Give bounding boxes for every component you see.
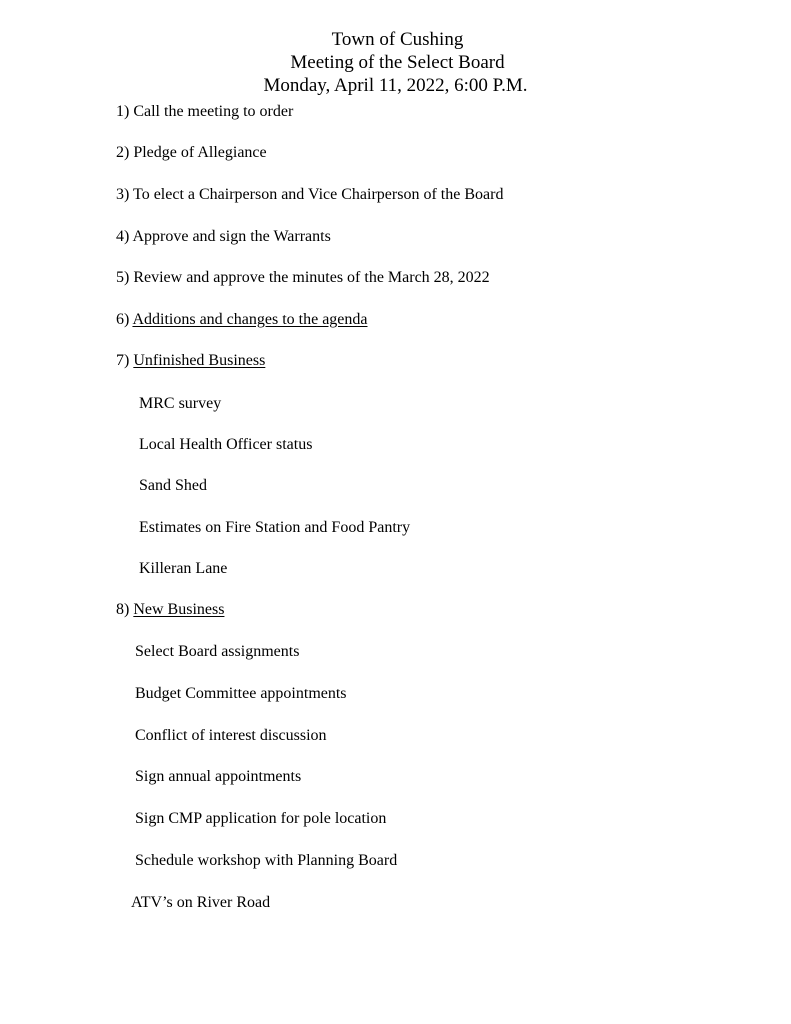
agenda-item-number: 4) <box>116 228 130 245</box>
agenda-item-number: 6) <box>116 311 130 328</box>
agenda-item-number: 8) <box>116 601 130 618</box>
agenda-item-text: New Business <box>133 601 225 618</box>
new-business-item: Budget Committee appointments <box>135 685 347 702</box>
new-business-item: Sign CMP application for pole location <box>135 810 387 827</box>
agenda-item-number: 2) <box>116 144 130 161</box>
agenda-item-text: Additions and changes to the agenda <box>132 311 368 328</box>
unfinished-item: MRC survey <box>139 395 222 412</box>
agenda-item-number: 7) <box>116 352 130 369</box>
meeting-title: Meeting of the Select Board <box>290 52 505 73</box>
agenda-item-text: To elect a Chairperson and Vice Chairperson of the Board <box>133 186 504 203</box>
agenda-item-8 <box>116 600 224 620</box>
meeting-datetime: Monday, April 11, 2022, 6:00 P.M. <box>263 75 528 96</box>
agenda-item-text: Unfinished Business <box>133 352 266 369</box>
agenda-item-3 <box>116 185 503 205</box>
agenda-item-text: Call the meeting to order <box>133 103 294 120</box>
new-business-item: Conflict of interest discussion <box>135 727 327 744</box>
agenda-item-4 <box>116 227 331 247</box>
new-business-item: Sign annual appointments <box>135 768 302 785</box>
agenda-item-2 <box>116 143 267 163</box>
unfinished-item: Sand Shed <box>139 477 207 494</box>
new-business-item: ATV’s on River Road <box>131 894 271 911</box>
agenda-item-text: Pledge of Allegiance <box>133 144 267 161</box>
agenda-item-6 <box>116 310 368 330</box>
new-business-item: Select Board assignments <box>135 643 300 660</box>
unfinished-item: Killeran Lane <box>139 560 228 577</box>
agenda-item-number: 5) <box>116 269 130 286</box>
agenda-item-number: 3) <box>116 186 130 203</box>
unfinished-item: Local Health Officer status <box>139 436 313 453</box>
agenda-item-1 <box>116 102 293 122</box>
agenda-item-text: Approve and sign the Warrants <box>132 228 331 245</box>
agenda-item-7 <box>116 351 265 371</box>
unfinished-item: Estimates on Fire Station and Food Pantry <box>139 519 411 536</box>
town-name: Town of Cushing <box>331 29 464 50</box>
agenda-item-text: Review and approve the minutes of the March 28, 2022 <box>133 269 490 286</box>
new-business-item: Schedule workshop with Planning Board <box>135 852 398 869</box>
agenda-item-5 <box>116 268 490 288</box>
agenda-item-number: 1) <box>116 103 130 120</box>
